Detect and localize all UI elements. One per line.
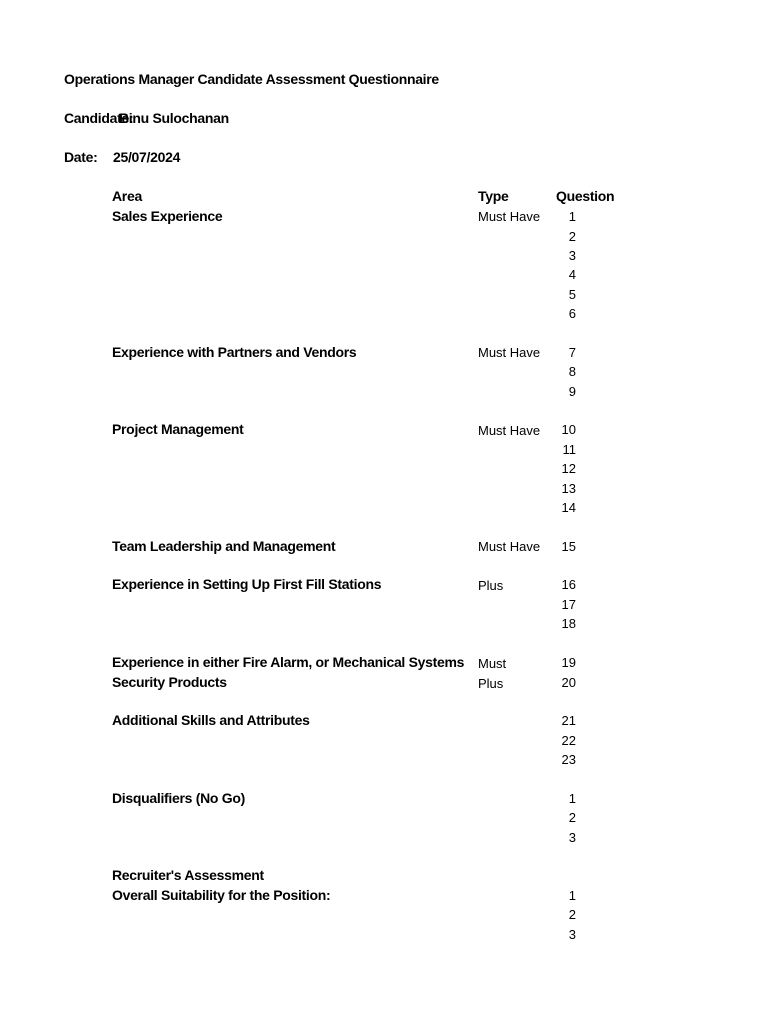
question-number: 3 <box>568 248 576 263</box>
type-team-leadership: Must Have <box>478 539 541 554</box>
question-number: 21 <box>561 713 576 728</box>
question-number: 3 <box>568 830 576 845</box>
type-first-fill-stations: Plus <box>478 578 504 593</box>
type-security-products: Plus <box>478 676 504 691</box>
header-type: Type <box>478 188 509 204</box>
area-sales-experience: Sales Experience <box>112 208 223 224</box>
question-number: 11 <box>562 442 576 457</box>
question-number: 8 <box>568 364 576 379</box>
header-question: Question <box>556 188 615 204</box>
area-fire-alarm-mechanical: Experience in either Fire Alarm, or Mechanical Systems <box>112 654 465 670</box>
question-number: 2 <box>568 229 576 244</box>
question-number: 18 <box>561 616 576 631</box>
question-number: 2 <box>568 907 576 922</box>
question-number: 19 <box>561 655 576 670</box>
question-number: 14 <box>561 500 576 515</box>
area-disqualifiers: Disqualifiers (No Go) <box>112 790 245 806</box>
candidate-label: Candidate: <box>64 110 134 126</box>
candidate-name: Binu Sulochanan <box>119 110 229 126</box>
question-number: 3 <box>568 927 576 942</box>
question-number: 1 <box>568 209 576 224</box>
question-number: 1 <box>568 791 576 806</box>
question-number: 17 <box>561 597 576 612</box>
question-number: 5 <box>568 287 576 302</box>
question-number: 22 <box>561 733 576 748</box>
type-sales-experience: Must Have <box>478 209 541 224</box>
question-number: 6 <box>568 306 576 321</box>
header-area: Area <box>112 188 142 204</box>
area-project-management: Project Management <box>112 421 244 437</box>
area-additional-skills: Additional Skills and Attributes <box>112 712 310 728</box>
question-number: 10 <box>561 422 576 437</box>
type-partners-vendors: Must Have <box>478 345 541 360</box>
area-overall-suitability: Overall Suitability for the Position: <box>112 887 331 903</box>
question-number: 16 <box>561 577 576 592</box>
area-partners-vendors: Experience with Partners and Vendors <box>112 344 357 360</box>
type-fire-alarm-mechanical: Must <box>478 656 507 671</box>
question-number: 7 <box>568 345 576 360</box>
question-number: 1 <box>568 888 576 903</box>
date-value: 25/07/2024 <box>113 149 181 165</box>
area-first-fill-stations: Experience in Setting Up First Fill Stations <box>112 576 382 592</box>
question-number: 13 <box>561 481 576 496</box>
question-number: 12 <box>561 461 576 476</box>
date-label: Date: <box>64 149 98 165</box>
type-project-management: Must Have <box>478 423 541 438</box>
question-number: 2 <box>568 810 576 825</box>
page-title: Operations Manager Candidate Assessment Questionnaire <box>64 71 439 87</box>
question-number: 4 <box>568 267 576 282</box>
area-team-leadership: Team Leadership and Management <box>112 538 336 554</box>
question-number: 20 <box>561 675 576 690</box>
area-security-products: Security Products <box>112 674 227 690</box>
question-number: 9 <box>568 384 576 399</box>
question-number: 23 <box>561 752 576 767</box>
area-recruiter-assessment: Recruiter's Assessment <box>112 867 264 883</box>
question-number: 15 <box>561 539 576 554</box>
